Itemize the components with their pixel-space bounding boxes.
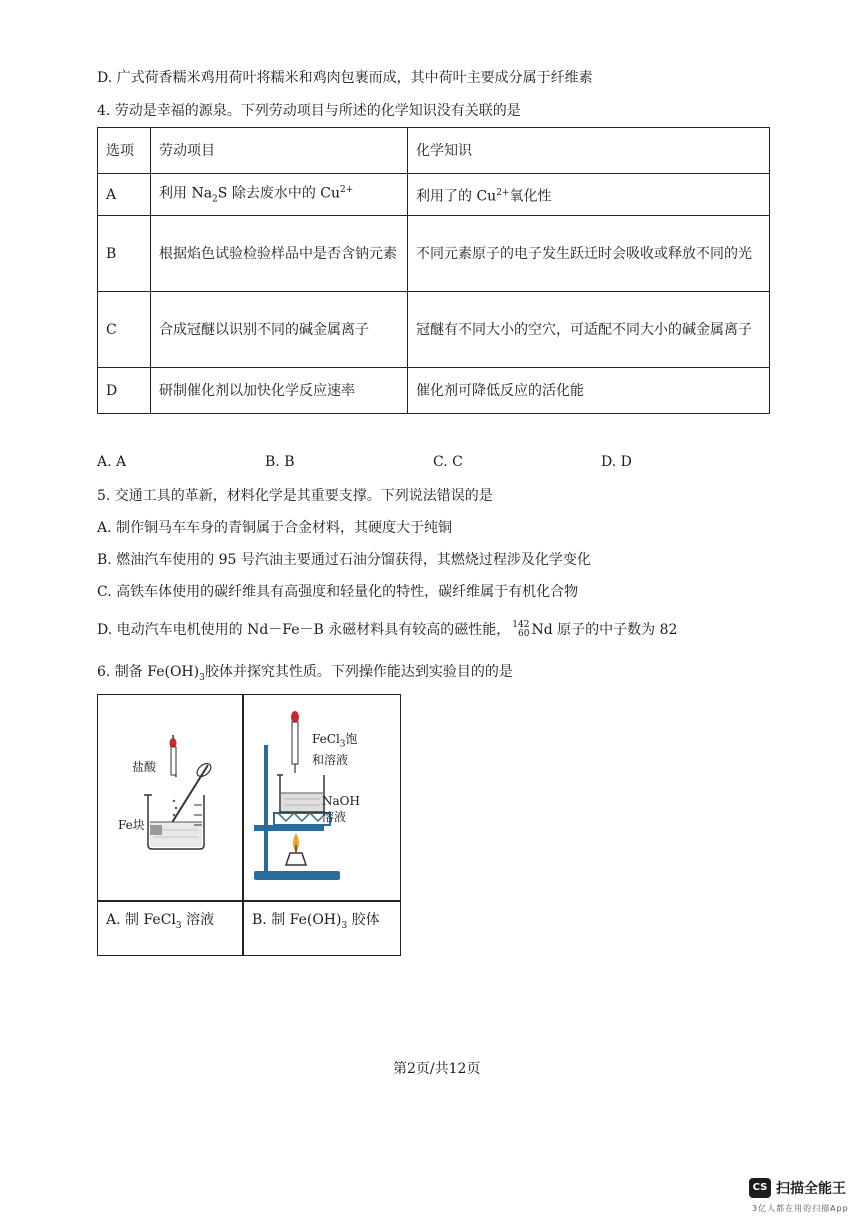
table-row [98, 216, 770, 292]
row-labor: 研制催化剂以加快化学反应速率 [151, 368, 408, 414]
table-row [98, 368, 770, 414]
choice-a[interactable]: A. A [97, 454, 127, 470]
q6-stem: 6. 制备 $Fe(OH)_3$胶体并探究其性质。下列操作能达到实验目的的是 [97, 664, 513, 683]
table-row [98, 292, 770, 368]
row-option: D [98, 368, 151, 414]
row-knowledge: 利用了的 $Cu^{2+}$氧化性 [408, 174, 770, 216]
q5-option-d: D. 电动汽车电机使用的 Nd－Fe－B 永磁材料具有较高的磁性能， 142 60 Nd 原子的中子数为 82 [97, 620, 678, 639]
camscanner-name: 扫描全能王 [776, 1181, 846, 1197]
choice-b[interactable]: B. B [265, 454, 295, 470]
label-fe-block: Fe块 [118, 818, 145, 832]
row-labor: 利用 $Na_2S$ 除去废水中的 $Cu^{2+}$ [151, 174, 408, 216]
q3-option-d: D. 广式荷香糯米鸡用荷叶将糯米和鸡肉包裹而成，其中荷叶主要成分属于纤维素 [97, 70, 593, 86]
q5-stem: 5. 交通工具的革新，材料化学是其重要支撑。下列说法错误的是 [97, 488, 493, 504]
q4-stem: 4. 劳动是幸福的源泉。下列劳动项目与所述的化学知识没有关联的是 [97, 103, 521, 119]
q6-figure-table [97, 694, 401, 956]
q4-table [97, 127, 770, 414]
label-naoh-solution: NaOH 溶液 [322, 794, 360, 824]
row-labor: 根据焰色试验检验样品中是否含钠元素 [151, 216, 408, 292]
header-option: 选项 [98, 128, 151, 174]
choice-c[interactable]: C. C [433, 454, 463, 470]
row-option: A [98, 174, 151, 216]
label-fecl3-saturated: FeCl$_3$饱 和溶液 [312, 732, 358, 768]
nd-atomic-number: 60 [518, 629, 530, 639]
header-knowledge: 化学知识 [408, 128, 770, 174]
row-knowledge: 不同元素原子的电子发生跃迁时会吸收或释放不同的光 [408, 216, 770, 292]
camscanner-logo-icon: CS [749, 1178, 771, 1198]
table-row [98, 174, 770, 216]
header-labor: 劳动项目 [151, 128, 408, 174]
caption-b: B. 制 $Fe(OH)_3$ 胶体 [252, 912, 380, 931]
choice-d[interactable]: D. D [601, 454, 632, 470]
row-knowledge: 冠醚有不同大小的空穴，可适配不同大小的碱金属离子 [408, 292, 770, 368]
table-header-row [98, 128, 770, 174]
row-labor: 合成冠醚以识别不同的碱金属离子 [151, 292, 408, 368]
label-hydrochloric-acid: 盐酸 [132, 760, 157, 774]
row-option: B [98, 216, 151, 292]
page-number: 第2页/共12页 [393, 1061, 481, 1077]
q5-option-a: A. 制作铜马车车身的青铜属于合金材料，其硬度大于纯铜 [97, 520, 453, 536]
q5-option-b: B. 燃油汽车使用的 95 号汽油主要通过石油分馏获得，其燃烧过程涉及化学变化 [97, 552, 591, 568]
camscanner-tagline: 3亿人都在用的扫描App [752, 1204, 849, 1213]
apparatus-a-illustration [98, 695, 242, 900]
row-option: C [98, 292, 151, 368]
caption-a: A. 制 FeCl$_3$ 溶液 [106, 912, 215, 931]
q5-option-c: C. 高铁车体使用的碳纤维具有高强度和轻量化的特性，碳纤维属于有机化合物 [97, 584, 579, 600]
row-knowledge: 催化剂可降低反应的活化能 [408, 368, 770, 414]
nd-mass-number: 142 [512, 620, 530, 630]
divider [98, 900, 400, 902]
